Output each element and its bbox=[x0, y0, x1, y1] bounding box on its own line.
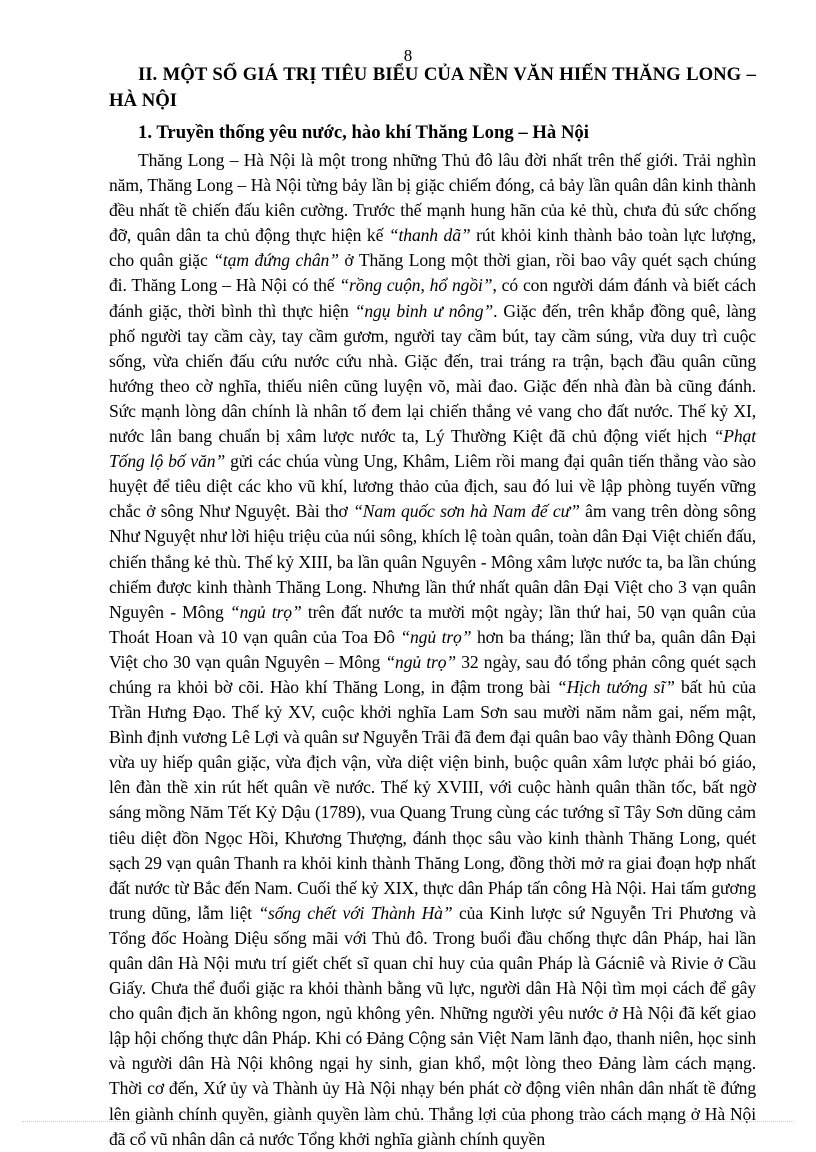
italic-quote: “tạm đứng chân” bbox=[213, 250, 339, 271]
text-run: hơn ba tháng; lần thứ ba, quân dân Đại Việt cho 30 vạn quân Nguyên – Mông bbox=[109, 626, 757, 672]
italic-quote: “thanh dã” bbox=[388, 225, 471, 246]
text-run: ở Thăng Long một thời gian, rồi bao vây quét sạch chúng đi. Thăng Long – Hà Nội có thế bbox=[109, 250, 756, 296]
text-run: . Giặc đến, trên khắp đồng quê, làng phố người tay cầm cày, tay cầm gươm, người tay cầm bút, tay cầm súng, vừa duy trì cuộc sống, vừa chiến đấu cứu nước cứu nhà. Giặc đến, trai tráng ra trận, bạch đầu quân cũng hướng theo cờ nghĩa, thiếu niên cũng luyện võ, mài đao. Giặc đến nhà đàn bà cũng đánh. Sức mạnh lòng dân chính là nhân tố đem lại chiến thắng vẻ vang cho đất nước. Thế kỷ XI, nước lân bang chuẩn bị xâm lược nước ta, Lý Thường Kiệt đã chủ động viết hịch bbox=[109, 300, 757, 447]
section-heading: II. MỘT SỐ GIÁ TRỊ TIÊU BIỂU CỦA NỀN VĂN HIẾN THĂNG LONG – HÀ NỘI bbox=[109, 64, 756, 111]
text-run: , có con người dám đánh và biết cách đánh giặc, thời bình thì thực hiện bbox=[109, 275, 756, 321]
document-body bbox=[109, 62, 756, 1152]
text-run: trên đất nước ta mười một ngày; lần thứ hai, 50 vạn quân của Thoát Hoan và 10 vạn quân của Toa Đô bbox=[109, 601, 756, 647]
italic-quote: “ngủ trọ” bbox=[400, 626, 472, 647]
text-run: gửi các chúa vùng Ung, Khâm, Liêm rồi mang đại quân tiến thẳng vào sào huyệt để tiêu diệt các kho vũ khí, lương thảo của địch, sau đó lui về lập phòng tuyến vững chắc ở sông Như Nguyệt. Bài thơ bbox=[109, 451, 756, 522]
text-run: 32 ngày, sau đó tổng phản công quét sạch chúng ra khỏi bờ cõi. Hào khí Thăng Long, in đậm trong bài bbox=[109, 651, 756, 697]
italic-quote: “ngụ binh ư nông” bbox=[354, 300, 494, 321]
text-run: âm vang trên dòng sông Như Nguyệt như lời hiệu triệu của núi sông, khích lệ toàn quân, toàn dân Đại Việt chiến đấu, chiến thắng kẻ thù. Thế kỷ XIII, ba lần quân Nguyên - Mông xâm lược nước ta, ba lần chúng chiếm được kinh thành Thăng Long. Nhưng lần thứ nhất quân dân Đại Việt cho 3 vạn quân Nguyên - Mông bbox=[109, 501, 756, 622]
italic-quote: “Phạt Tống lộ bố văn” bbox=[109, 426, 756, 472]
italic-quote: “rồng cuộn, hổ ngồi” bbox=[339, 275, 493, 296]
italic-quote: “Hịch tướng sĩ” bbox=[556, 676, 675, 697]
page-bottom-rule bbox=[22, 1121, 794, 1122]
subsection-heading: 1. Truyền thống yêu nước, hào khí Thăng Long – Hà Nội bbox=[138, 122, 589, 143]
text-run: bất hủ của Trần Hưng Đạo. Thế kỷ XV, cuộc khởi nghĩa Lam Sơn sau mười năm nằm gai, nếm mật, Bình định vương Lê Lợi và quân sư Nguyễn Trãi đã đem đại quân bao vây thành Đông Quan vừa uy hiếp quân giặc, vừa địch vận, vừa diệt viện binh, buộc quân xâm lược phải bó giáo, lên đàn thề xin rút hết quân về nước. Thế kỷ XVIII, với cuộc hành quân thần tốc, bất ngờ sáng mồng Năm Tết Kỷ Dậu (1789), vua Quang Trung cùng các tướng sĩ Tây Sơn dũng cảm tiêu diệt đồn Ngọc Hồi, Khương Thượng, đánh thọc sâu vào kinh thành Thăng Long, quét sạch 29 vạn quân Thanh ra khỏi kinh thành Thăng Long, đồng thời mở ra giai đoạn hợp nhất đất nước từ Bắc đến Nam. Cuối thế kỷ XIX, thực dân Pháp tấn công Hà Nội. Hai tấm gương trung dũng, lẫm liệt bbox=[109, 676, 756, 923]
italic-quote: “ngủ trọ” bbox=[385, 651, 457, 672]
italic-quote: “Nam quốc sơn hà Nam đế cư” bbox=[353, 501, 580, 522]
italic-quote: “ngủ trọ” bbox=[229, 601, 302, 622]
text-run: của Kinh lược sứ Nguyễn Tri Phương và Tổng đốc Hoàng Diệu sống mãi với Thủ đô. Trong buổi đầu chống thực dân Pháp, hai lần quân dân Hà Nội mưu trí giết chết sĩ quan chỉ huy của quân Pháp là Gácniê và Rivie ở Cầu Giấy. Chưa thể đuổi giặc ra khỏi thành bằng vũ lực, người dân Hà Nội tìm mọi cách để gây cho quân địch ăn không ngon, ngủ không yên. Những người yêu nước ở Hà Nội đã kết giao lập hội chống thực dân Pháp. Khi có Đảng Cộng sản Việt Nam lãnh đạo, thanh niên, học sinh và người dân Hà Nội không ngại hy sinh, gian khổ, một lòng theo Đảng làm cách mạng. Thời cơ đến, Xứ ủy và Thành ủy Hà Nội nhạy bén phát cờ động viên nhân dân nhất tề đứng lên giành chính quyền, giành quyền làm chủ. Thắng lợi của phong trào cách mạng ở Hà Nội đã cổ vũ nhân dân cả nước Tổng khởi nghĩa giành chính quyền bbox=[109, 902, 757, 1149]
page-number: 8 bbox=[403, 46, 413, 65]
body-paragraph bbox=[109, 148, 756, 1152]
text-run: rút khỏi kinh thành bảo toàn lực lượng, cho quân giặc bbox=[109, 225, 757, 271]
text-run: Thăng Long – Hà Nội là một trong những Thủ đô lâu đời nhất trên thế giới. Trải nghìn năm, Thăng Long – Hà Nội từng bảy lần bị giặc chiếm đóng, cả bảy lần quân dân kinh thành đều nhất tề chiến đấu kiên cường. Trước thế mạnh hung hãn của kẻ thù, chưa đủ sức chống đỡ, quân dân ta chủ động thực hiện kế bbox=[109, 150, 756, 246]
italic-quote: “sống chết với Thành Hà” bbox=[258, 902, 453, 923]
